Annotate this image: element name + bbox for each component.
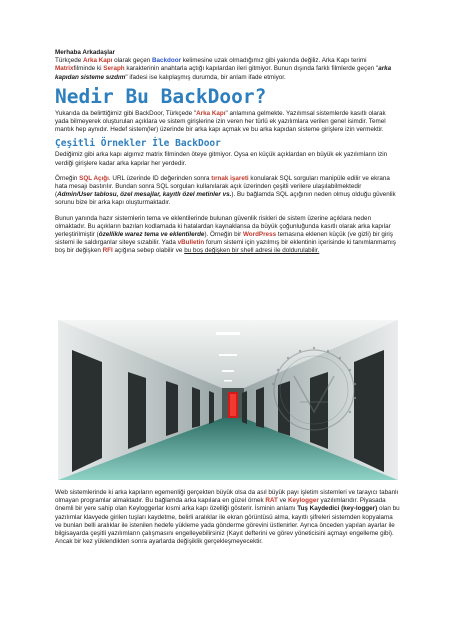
keyword: tırnak işareti	[211, 174, 249, 182]
sql-paragraph	[55, 175, 400, 208]
ceiling-light	[222, 370, 234, 372]
text: filminde ki	[73, 65, 104, 73]
text: konularak SQL sorguları manipüle edilir ve ekrana hata mesajı bastırılır. Bundan sonra SQL sorguları kullanılarak açık üzerinden çeşitli verilere ulaşılabilmektedir (	[55, 174, 390, 199]
door-left	[209, 391, 214, 424]
door-left	[128, 372, 146, 449]
underlined-text: bu boş değişken bir shell adresi ile doldurulabilir.	[184, 247, 320, 255]
text: " ifadesi ise kalıplaşmış durumda, bir anlam ifade etmiyor.	[125, 73, 286, 81]
intro-paragraph	[55, 57, 400, 82]
text: . URL üzerinde ID değerinden sonra	[108, 174, 212, 182]
keyword: WordPress	[242, 231, 277, 239]
text: " anlamına gelmekte. Yazılımsal sistemlerde kasıtlı olarak yada bilmeyerek oluşturulan açıklara ve sistem girişlerine izin veren her türlü ek yazılımlara verilen genel isimdir. Temel mantık hep aynıdır. Hedef sistem(ler) üzerinde bir arka kapı açmak ve bu arka kapıdan sisteme girişlere izin vermektir.	[55, 109, 386, 134]
greeting: Merhaba Arkadaşlar	[55, 49, 115, 56]
text: karakterinin anahtarla açtığı kapılardan ileri gitmiyor. Bunun dışında farklı filmlerde geçen "	[124, 65, 379, 73]
keyword: Seraph	[103, 65, 125, 73]
bold-text: Tuş Kaydedici (key-logger)	[297, 505, 378, 513]
emphasis: arka kapıdan sisteme sızdım	[55, 65, 392, 81]
text: yazılımlarıdır. Piyasada önemli bir yere sahip olan Keyloggerlar kısmi arka kapı özelliği gösterir. İsminin anlamı	[55, 497, 386, 513]
door-right	[354, 350, 384, 472]
text: temasına eklenen küçük (ve gizli) bir giriş sistemi ile saldırganlar siteye sızabilir. Yada	[55, 231, 393, 247]
document-body-top	[55, 49, 400, 256]
text: Türkçede	[55, 57, 83, 65]
emphasis: özellikle warez tema ve eklentilerde	[98, 231, 205, 239]
sub-heading: Çeşitli Örnekler İle BackDoor	[55, 138, 221, 150]
door-left	[72, 350, 102, 472]
keyword: Keylogger	[288, 497, 319, 505]
text: Örneğin	[55, 174, 80, 182]
text: olan bu yazılımlar klavyede girilen tuşları kaydetme, belirli aralıklar ile ekran görüntüsü alma, kayıtlı şifreleri sistemden kopyalama ve bunları belli aralıklar ile istenilen hedefe yükleme yada gönderme görevini üstlenirler. Ayrıca önceden yapılan ayarlar ile bilgisayarda çeşitli yazılımların çalışmasını engelleyebilirsiniz (Kayıt defterini ve görev yöneticisini açmayı engelleme gibi). Ancak bir kez yüklendikten sonra ayarlarda değişiklik gerçekleşmeyecektir.	[55, 505, 400, 546]
main-heading: Nedir Bu BackDoor?	[55, 84, 267, 108]
door-left	[192, 387, 200, 428]
keyword: Matrix	[55, 65, 74, 73]
text: Web sistemlerinde ki arka kapıların egemenliği gerçekten büyük olsa da asıl büyük payı işletim sistemleri ve tarayıcı tabanlı olmayan programlar almaktadır. Bu bağlamda arka kapılara en güzel örnek	[55, 489, 399, 505]
door-right	[256, 387, 264, 428]
text: Yukarıda da belirttiğimiz gibi BackDoor, Türkçede "	[55, 109, 197, 117]
examples-paragraph: Dediğimiz gibi arka kapı algımız matrix filminden öteye gitmiyor. Oysa en küçük açıklardan en büyük ek yazılımların izin verdiği girişlere kadar arka kapılar her yerdedir.	[55, 151, 388, 167]
door-left	[166, 381, 178, 436]
document-body-bottom	[55, 489, 400, 546]
keyword: SQL Açığı	[79, 174, 109, 182]
corridor-illustration	[58, 320, 398, 480]
text: Bunun yanında hazır sistemlerin tema ve eklentilerinde bulunan güvenlik riskleri de sistem üzerine açıklara neden olmaktadır. Bu açıkların bazıları kodlamada ki hatalardan kaynaklansa da büyük çoğunluğunda kasıtlı olarak arka kapılar yerleştirilmiştir (	[55, 214, 391, 239]
text: ve	[277, 497, 288, 505]
definition-paragraph	[55, 110, 400, 135]
text: forum sistemi için yazılmış bir eklentinin içerisinde ki tanımlanmamış boş bir değişken	[55, 239, 396, 255]
red-door-glow	[230, 394, 236, 416]
keyword: vBulletin	[177, 239, 205, 247]
keyword: RFI	[102, 247, 113, 255]
text: ). Örneğin bir	[204, 231, 243, 239]
keyword: RAT	[265, 497, 278, 505]
text: ). Bu bağlamda SQL açığının neden olmuş olduğu güvenlik sorunu bize bir arka kapı oluşturmaktadır.	[55, 191, 396, 207]
text: olarak geçen	[112, 57, 152, 65]
keyword: Arka Kapı	[196, 109, 226, 117]
text: kelimesine uzak olmadığımız gibi yakında değiliz. Arka Kapı terimi	[181, 57, 367, 65]
ceiling-light	[224, 380, 232, 382]
keyword: Arka Kapı	[83, 57, 113, 65]
text: açığına sebep olabilir ve	[112, 247, 185, 255]
emphasis: Admin/User tablosu, özel mesajlar, kayıtlı özel metinler vs.	[57, 191, 232, 199]
keyword: Backdoor	[151, 57, 182, 65]
rat-keylogger-paragraph	[55, 489, 400, 546]
corridor-image	[58, 320, 398, 480]
ceiling-light	[219, 354, 237, 356]
ceiling-light	[216, 332, 240, 335]
door-right	[242, 391, 247, 424]
themes-paragraph	[55, 215, 400, 256]
